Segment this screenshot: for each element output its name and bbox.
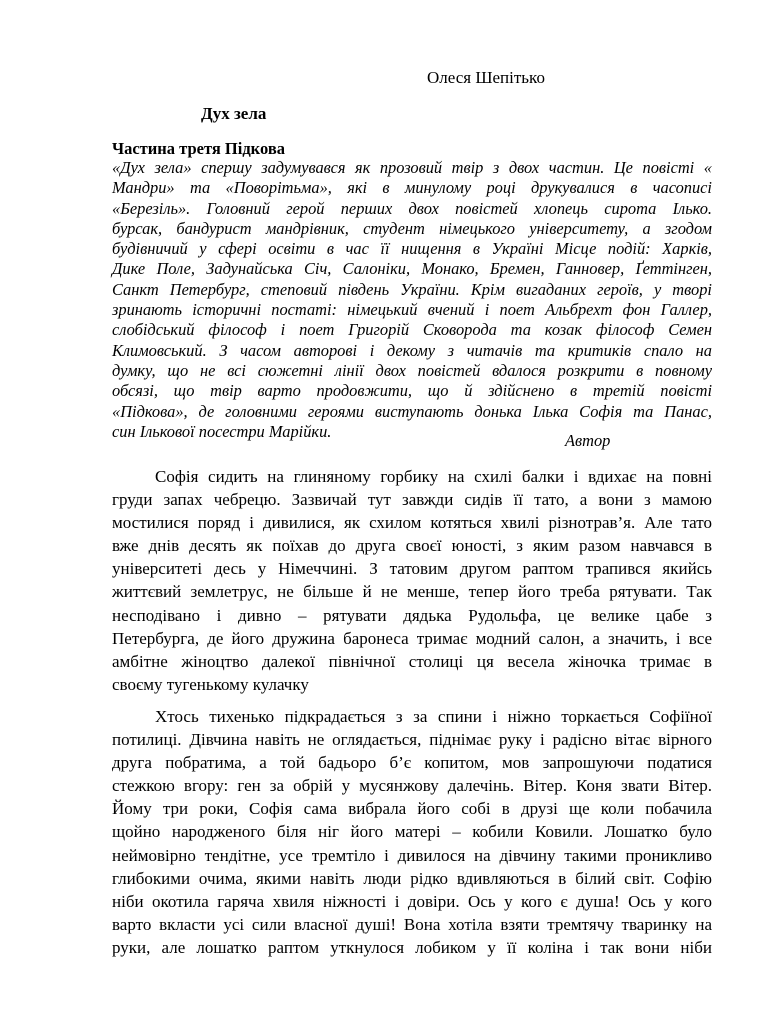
paragraph-line: щойно народженого біля ніг його матері – кобили Ковили. Лошатко було <box>112 822 712 842</box>
paragraph <box>112 465 712 696</box>
intro-line: слобідський філософ і поет Григорій Сковорода та козак філософ Семен <box>112 320 712 340</box>
paragraph-line: мостилися поряд і дивилися, як схилом котяться хвилі різнотрав’я. Але тато <box>112 513 712 533</box>
intro-line: Климовський. З часом авторові і декому з читачів та критиків спало на <box>112 340 712 360</box>
paragraph <box>112 705 712 959</box>
intro-line: Мандри» та «Поворітьма», які в минулому році друкувалися в часописі <box>112 178 712 198</box>
paragraph-line: Софія сидить на глиняному горбику на схилі балки і вдихає на повні <box>155 467 712 486</box>
intro-signature: Автор <box>565 431 611 450</box>
paragraph-line: варто вкласти усі сили власної душі! Вона хотіла взяти тремтячу тваринку на <box>112 914 712 934</box>
intro-line: зринають історичні постаті: німецький вчений і поет Альбрехт фон Галлер, <box>112 300 712 320</box>
document-title: Дух зела <box>201 104 267 123</box>
paragraph-line: руки, але лошатко раптом уткнулося лобиком у її коліна і так вони ніби <box>112 937 712 957</box>
intro-line: бурсак, бандурист мандрівник, студент німецького університету, а згодом <box>112 218 712 238</box>
paragraph-line: друга побратима, а той бадьоро б’є копитом, мов запрошуючи податися <box>112 753 712 773</box>
intro-line: «Підкова», де головними героями виступають донька Ілька Софія та Панас, <box>112 401 712 421</box>
paragraph-line: вже днів десять як поїхав до друга своєї юності, з яким разом навчався в <box>112 536 712 556</box>
paragraph-line: ніби окотила гаряча хвиля ніжності і довіри. Ось у кого є душа! Ось у кого <box>112 891 712 911</box>
paragraph-line: глибокими очима, якими навіть люди рідко вдивляються в білий світ. Софію <box>112 868 712 888</box>
intro-line: будівничий у сфері освіти в час її нищення в Україні Місце подій: Харків, <box>112 239 712 259</box>
paragraph-line: університеті десь у Німеччині. З татовим другом раптом трапився якийсь <box>112 559 712 579</box>
intro-line: Дике Поле, Задунайська Січ, Салоніки, Монако, Бремен, Ганновер, Ґеттінген, <box>112 259 712 279</box>
intro-line: син Ількової посестри Марійки. <box>112 421 332 441</box>
paragraph-line: Хтось тихенько підкрадається з за спини і ніжно торкається Софіїної <box>155 707 712 726</box>
paragraph-line: Петербурга, де його дружина баронеса тримає модний салон, а значить, і все <box>112 628 712 648</box>
paragraph-line: стежкою вгору: ген за обрій у мусянжову далечінь. Вітер. Коня звати Вітер. <box>112 776 712 796</box>
paragraph-line: своєму тугенькому кулачку <box>112 674 309 694</box>
intro-line: думку, що не всі сюжетні лінії двох повістей вдалося розкрити в повному <box>112 360 712 380</box>
paragraph-line: несподівано і дивно – рятувати дядька Рудольфа, це велике цабе з <box>112 605 712 625</box>
intro-line: обсязі, що твір варто продовжити, що й здійснено в третій повісті <box>112 381 712 401</box>
intro-note <box>112 158 712 442</box>
paragraph-line: Йому три роки, Софія сама вибрала його собі в друзі ще коли побачила <box>112 799 712 819</box>
intro-line: «Березіль». Головний герой перших двох повістей хлопець сирота Ілько. <box>112 198 712 218</box>
paragraph-line: життєвий землетрус, не більше й не менше, тепер його треба рятувати. Так <box>112 582 712 602</box>
paragraph-line: потилиці. Дівчина навіть не оглядається, піднімає руку і радісно вітає вірного <box>112 730 712 750</box>
author-name: Олеся Шепітько <box>427 68 545 87</box>
paragraph-line: неймовірно тендітне, усе тремтіло і дивилося на дівчину такими проникливо <box>112 845 712 865</box>
intro-line: Санкт Петербург, степовий південь України. Крім вигаданих героїв, у творі <box>112 279 712 299</box>
paragraph-line: груди запах чебрецю. Зазвичай тут завжди сидів її тато, а вони з мамою <box>112 490 712 510</box>
paragraph-line: амбітне жіноцтво далекої північної столиці ця весела жіночка тримає в <box>112 651 712 671</box>
intro-line: «Дух зела» спершу задумувався як прозовий твір з двох частин. Це повісті « <box>112 158 712 177</box>
part-heading: Частина третя Підкова <box>112 139 285 158</box>
